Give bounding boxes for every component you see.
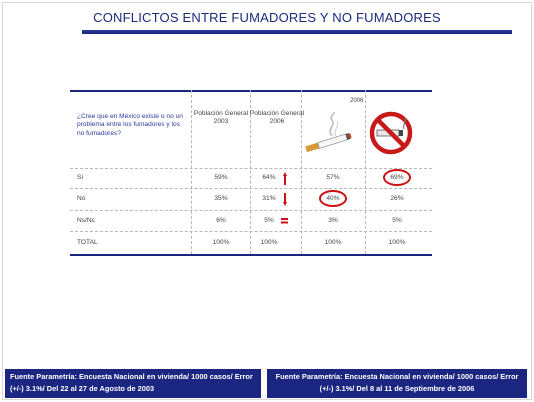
highlight-circle [319,190,347,207]
row-divider [70,168,432,169]
column-header-2003: Población General 2003 [193,110,249,126]
row-label-total: TOTAL [77,239,98,246]
cell-no-nonsmokers: 26% [390,195,404,202]
cell-si-2006: 64% [262,174,276,181]
cell-no-2003: 35% [214,195,228,202]
cell-total-smokers: 100% [324,239,342,246]
title-underline [82,30,512,34]
arrow-down-icon [283,193,287,206]
survey-question: ¿Cree que en México existe o no un problema entre los fumadores y los no fumadores? [77,113,183,137]
table-top-rule [70,90,432,92]
source-note-2003: Fuente Parametría: Encuesta Nacional en vivienda/ 1000 casos/ Error (+/-) 3.1%/ Del 22 al 27 de Agosto de 2003 [5,369,261,398]
column-divider [365,90,366,254]
cell-no-2006: 31% [262,195,276,202]
cell-total-2006: 100% [260,239,278,246]
row-divider [70,210,432,211]
cigarette-icon [302,112,358,152]
row-divider [70,231,432,232]
cell-total-2003: 100% [212,239,230,246]
row-label-si: Sí [77,174,84,181]
results-table [70,90,432,256]
row-divider [70,188,432,189]
group-year-label: 2006 [350,98,364,104]
cell-nsnc-2003: 6% [216,217,226,224]
highlight-circle [383,169,411,186]
table-bottom-rule [70,254,432,256]
column-header-2006: Población General 2006 [249,110,305,126]
cell-total-nonsmokers: 100% [388,239,406,246]
source-note-2006: Fuente Parametría: Encuesta Nacional en vivienda/ 1000 casos/ Error (+/-) 3.1%/ Del 8 al 11 de Septiembre de 2006 [267,369,527,398]
row-label-no: No [77,195,86,202]
row-label-nsnc: Ns/Nc [77,217,95,224]
cell-nsnc-smokers: 3% [328,217,338,224]
cell-nsnc-nonsmokers: 5% [392,217,402,224]
cell-nsnc-2006: 5% [264,217,274,224]
arrow-up-icon [283,172,287,185]
cell-si-nonsmokers: 69% [390,174,404,181]
cell-si-2003: 59% [214,174,228,181]
equal-icon [281,217,288,224]
page-title: CONFLICTOS ENTRE FUMADORES Y NO FUMADORES [93,10,441,25]
no-smoking-icon [368,110,414,156]
cell-no-smokers: 40% [326,195,340,202]
cell-si-smokers: 57% [326,174,340,181]
